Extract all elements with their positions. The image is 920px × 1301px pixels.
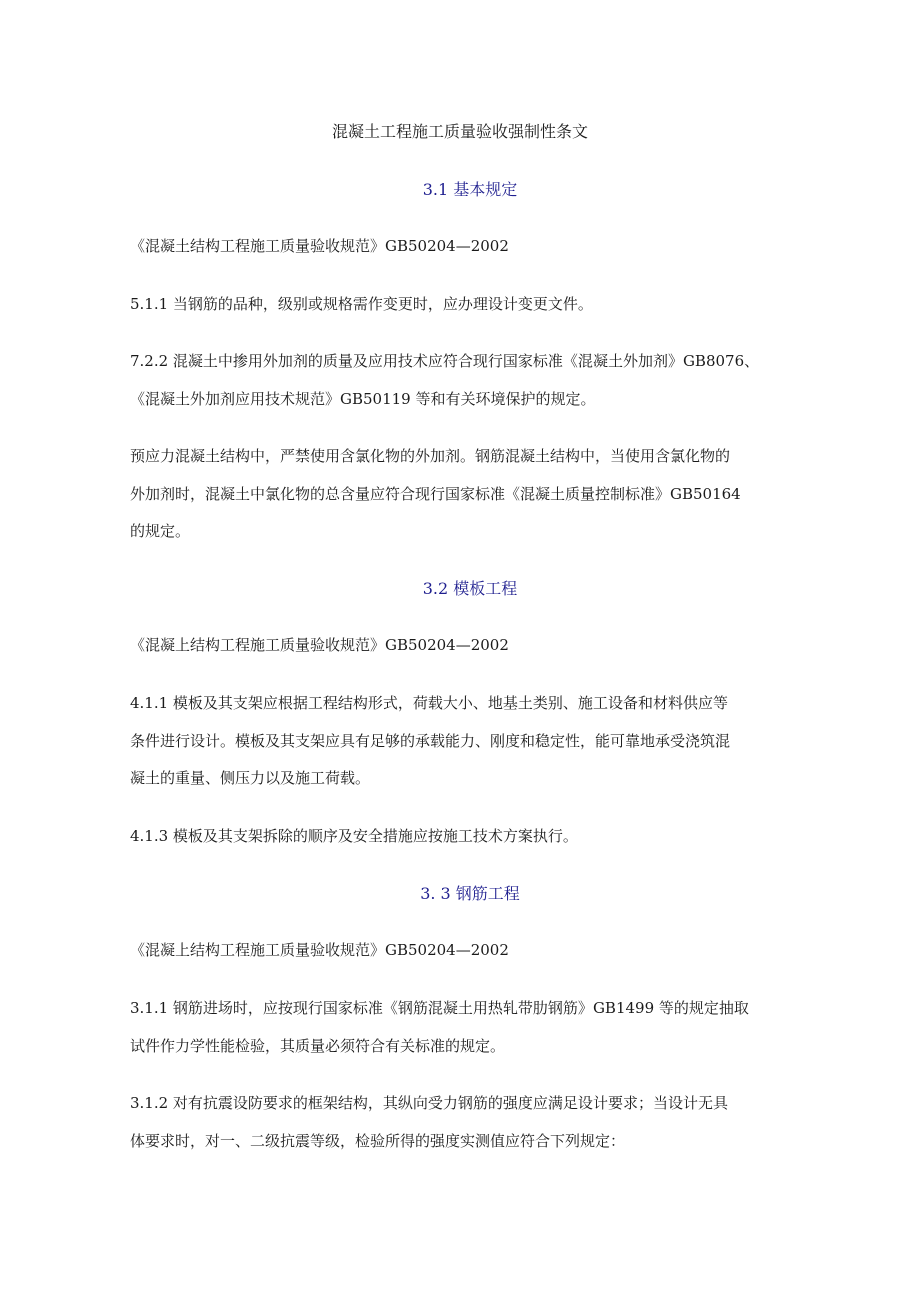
clause-paragraph: [130, 343, 830, 418]
clause-paragraph: [130, 438, 830, 551]
clause-paragraph: [130, 818, 830, 856]
clause-paragraph: [130, 286, 830, 324]
text-line: 外加剂时，混凝土中氯化物的总含量应符合现行国家标准《混凝土质量控制标准》GB50164: [130, 484, 741, 503]
section-heading-formwork: 3.2 模板工程: [422, 579, 518, 598]
text-line: 《混凝土结构工程施工质量验收规范》GB50204—2002: [130, 237, 509, 255]
text-line: 《混凝土外加剂应用技术规范》GB50119 等和有关环境保护的规定。: [130, 389, 596, 408]
text-line: 3.1.1 钢筋进场时，应按现行国家标准《钢筋混凝土用热轧带肋钢筋》GB1499 等的规定抽取: [130, 999, 749, 1017]
clause-paragraph: [130, 685, 830, 798]
text-line: 4.1.3 模板及其支架拆除的顺序及安全措施应按施工技术方案执行。: [130, 827, 578, 845]
section-heading-basic-rules: 3.1 基本规定: [422, 180, 518, 199]
text-line: 条件进行设计。模板及其支架应具有足够的承载能力、刚度和稳定性，能可靠地承受浇筑混: [130, 731, 731, 750]
text-line: 《混凝上结构工程施工质量验收规范》GB50204—2002: [130, 941, 509, 959]
text-line: 5.1.1 当钢筋的品种，级别或规格需作变更时，应办理设计变更文件。: [130, 295, 593, 313]
document-title: 混凝土工程施工质量验收强制性条文: [331, 122, 588, 141]
text-line: 试件作力学性能检验，其质量必须符合有关标准的规定。: [130, 1036, 506, 1055]
text-line: 体要求时，对一、二级抗震等级，检验所得的强度实测值应符合下列规定：: [130, 1131, 626, 1150]
text-line: 的规定。: [130, 522, 191, 540]
section-heading-rebar: 3. 3 钢筋工程: [420, 884, 520, 903]
section-code-reference: [130, 932, 830, 970]
section-code-reference: [130, 228, 830, 266]
text-line: 3.1.2 对有抗震设防要求的框架结构，其纵向受力钢筋的强度应满足设计要求；当设计无具: [130, 1094, 728, 1112]
text-line: 凝土的重量、侧压力以及施工荷载。: [130, 769, 371, 787]
text-line: 《混凝上结构工程施工质量验收规范》GB50204—2002: [130, 636, 509, 654]
text-line: 7.2.2 混凝土中掺用外加剂的质量及应用技术应符合现行国家标准《混凝土外加剂》GB8076、: [130, 352, 760, 370]
text-line: 预应力混凝土结构中，严禁使用含氯化物的外加剂。钢筋混凝土结构中，当使用含氯化物的: [130, 447, 731, 465]
section-code-reference: [130, 627, 830, 665]
clause-paragraph: [130, 990, 830, 1065]
clause-paragraph: [130, 1085, 830, 1160]
text-line: 4.1.1 模板及其支架应根据工程结构形式，荷载大小、地基土类别、施工设备和材料供应等: [130, 694, 728, 712]
